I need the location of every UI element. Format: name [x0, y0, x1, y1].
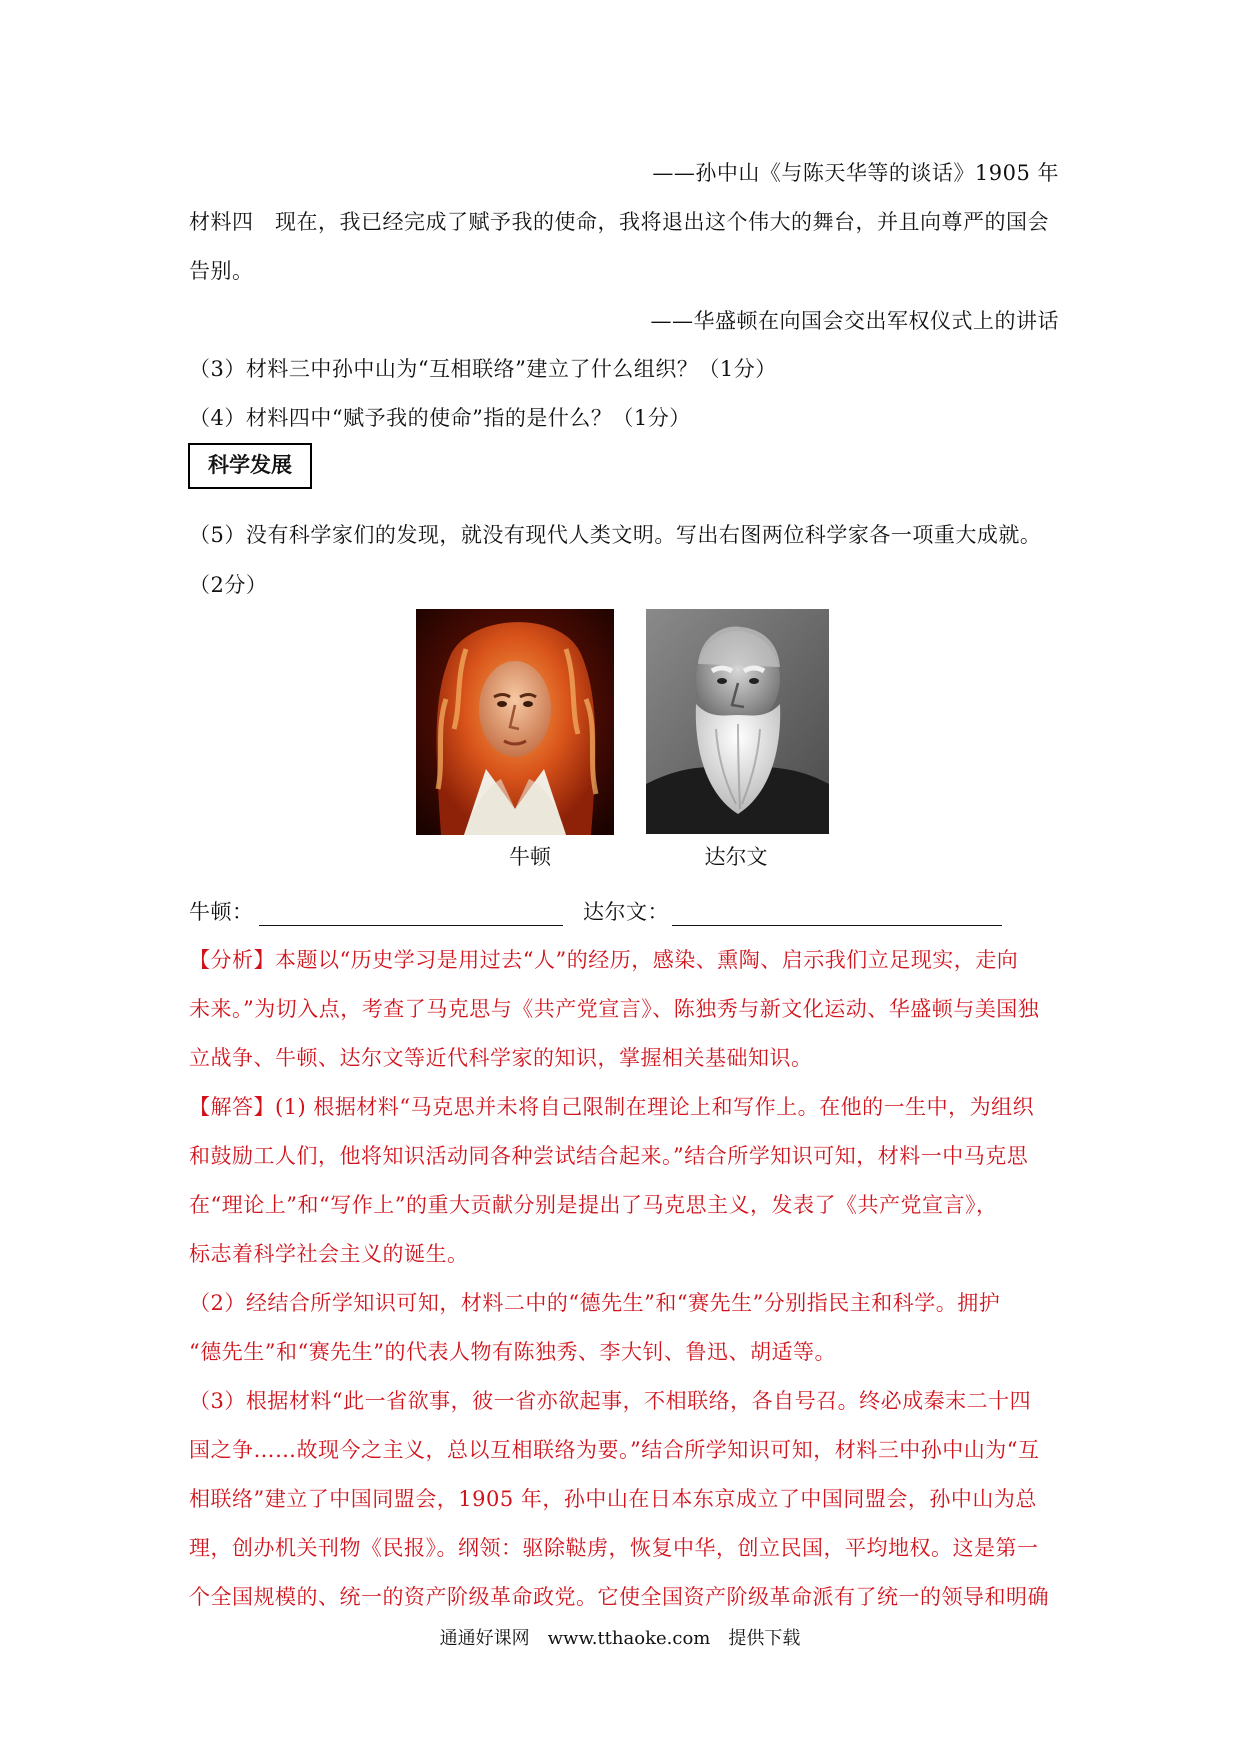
answer-line-4: 标志着科学社会主义的诞生。: [189, 1242, 469, 1266]
answer-line-9: 相联络”建立了中国同盟会，1905 年，孙中山在日本东京成立了中国同盟会，孙中山为总: [189, 1487, 1037, 1511]
question-5-line-1: （5）没有科学家们的发现，就没有现代人类文明。写出右图两位科学家各一项重大成就。: [189, 523, 1042, 547]
newton-caption: 牛顿: [509, 845, 551, 869]
answer-line-11: 个全国规模的、统一的资产阶级革命政党。它使全国资产阶级革命派有了统一的领导和明确: [189, 1585, 1049, 1609]
darwin-answer-label: 达尔文：: [583, 900, 669, 924]
analysis-line-2: 未来。”为切入点，考查了马克思与《共产党宣言》、陈独秀与新文化运动、华盛顿与美国独: [189, 997, 1040, 1021]
answer-line-2: 和鼓励工人们，他将知识活动同各种尝试结合起来。”结合所学知识可知，材料一中马克思: [189, 1144, 1029, 1168]
answer-line-3: 在“理论上”和“写作上”的重大贡献分别是提出了马克思主义，发表了《共产党宣言》，: [189, 1193, 998, 1217]
question-4: （4）材料四中“赋予我的使命”指的是什么？（1分）: [189, 406, 691, 430]
analysis-line-1: 【分析】本题以“历史学习是用过去“人”的经历，感染、熏陶、启示我们立足现实，走向: [189, 948, 1019, 972]
answer-line-1: 【解答】(1) 根据材料“马克思并未将自己限制在理论上和写作上。在他的一生中，为组织: [189, 1095, 1035, 1119]
answer-line-7: （3）根据材料“此一省欲事，彼一省亦欲起事，不相联络，各自号召。终必成秦末二十四: [189, 1389, 1032, 1413]
section-title-science: 科学发展: [188, 443, 312, 489]
answer-line-8: 国之争……故现今之主义，总以互相联络为要。”结合所学知识可知，材料三中孙中山为“互: [189, 1438, 1040, 1462]
newton-portrait: [416, 609, 614, 835]
darwin-caption: 达尔文: [704, 845, 768, 869]
newton-answer-blank[interactable]: [259, 925, 563, 926]
newton-answer-label: 牛顿：: [189, 900, 254, 924]
material-four-line-2: 告别。: [189, 259, 254, 283]
darwin-answer-blank[interactable]: [672, 925, 1002, 926]
answer-line-10: 理，创办机关刊物《民报》。纲领：驱除鞑虏，恢复中华，创立民国，平均地权。这是第一: [189, 1536, 1039, 1560]
quote-source-washington: ——华盛顿在向国会交出军权仪式上的讲话: [650, 309, 1059, 333]
page-footer: 通通好课网 www.tthaoke.com 提供下载: [439, 1628, 801, 1649]
answer-line-5: （2）经结合所学知识可知，材料二中的“德先生”和“赛先生”分别指民主和科学。拥护: [189, 1291, 1001, 1315]
question-5-line-2: （2分）: [189, 573, 268, 597]
quote-source-sun: ——孙中山《与陈天华等的谈话》1905 年: [652, 161, 1059, 185]
material-four-line-1: 材料四 现在，我已经完成了赋予我的使命，我将退出这个伟大的舞台，并且向尊严的国会: [189, 210, 1049, 234]
analysis-line-3: 立战争、牛顿、达尔文等近代科学家的知识，掌握相关基础知识。: [189, 1046, 813, 1070]
question-3: （3）材料三中孙中山为“互相联络”建立了什么组织？（1分）: [189, 357, 777, 381]
darwin-portrait: [646, 609, 829, 834]
answer-line-6: “德先生”和“赛先生”的代表人物有陈独秀、李大钊、鲁迅、胡适等。: [189, 1340, 836, 1364]
